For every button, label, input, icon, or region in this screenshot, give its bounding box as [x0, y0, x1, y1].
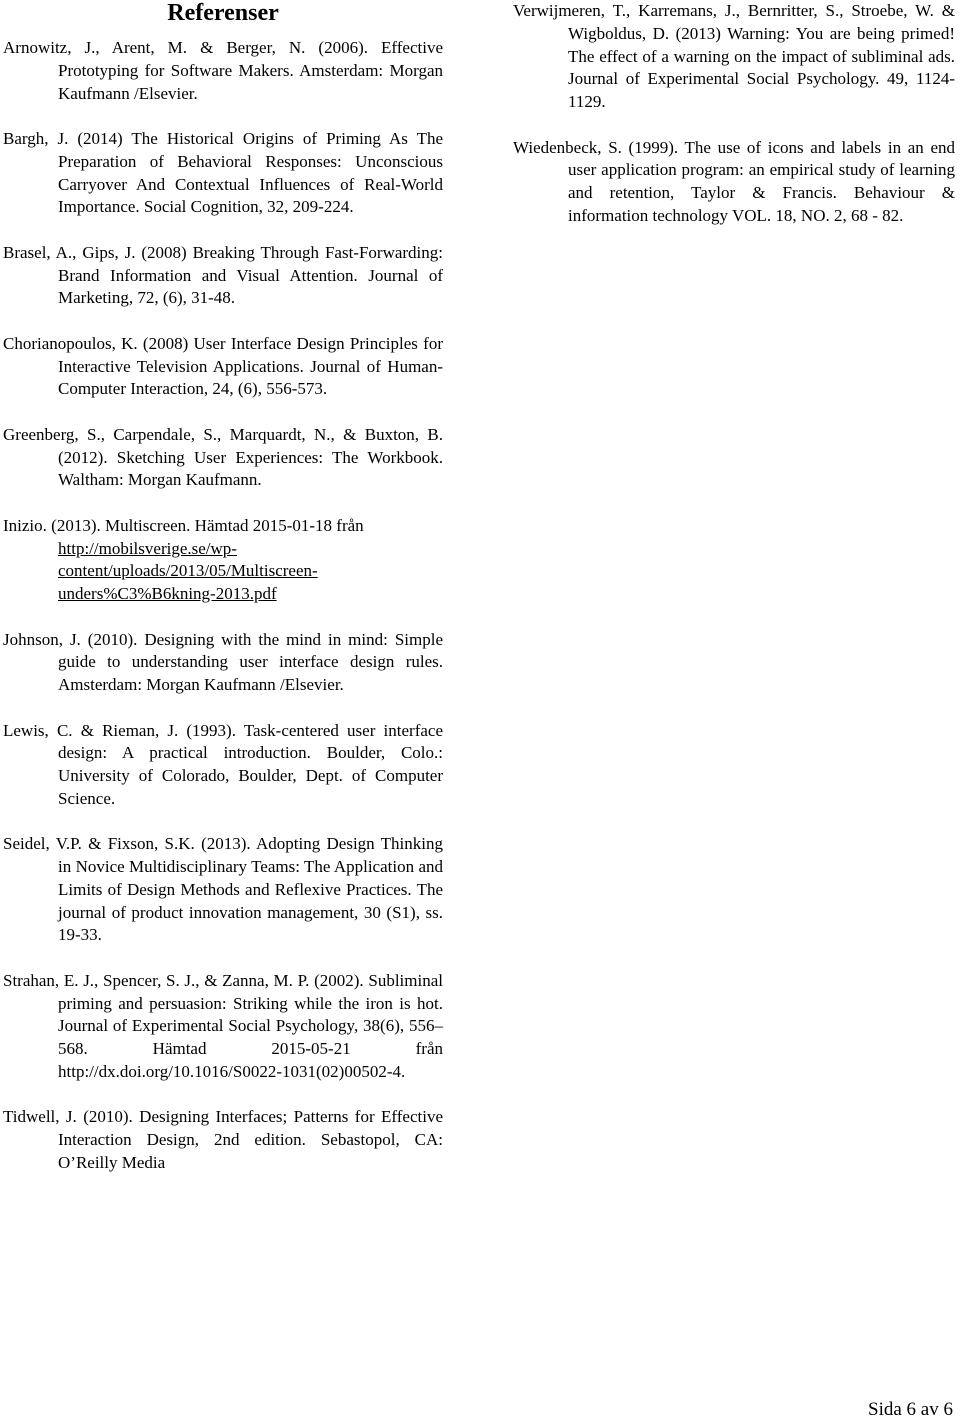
reference-item: Strahan, E. J., Spencer, S. J., & Zanna, M. P. (2002). Subliminal priming and persuasion: Striking while the iron is hot. Journal of Experimental Social Psychology, 38(6), 556–568. Hämtad 2015-05-21 från http://dx.doi.org/10.1016/S0022-1031(02)00502-4.: [3, 970, 443, 1081]
reference-item: Brasel, A., Gips, J. (2008) Breaking Through Fast-Forwarding: Brand Information and Visual Attention. Journal of Marketing, 72, (6), 31-48.: [3, 242, 443, 308]
reference-item: Lewis, C. & Rieman, J. (1993). Task-centered user interface design: A practical introduction. Boulder, Colo.: University of Colorado, Boulder, Dept. of Computer Science.: [3, 720, 443, 808]
reference-item: Bargh, J. (2014) The Historical Origins of Priming As The Preparation of Behavioral Responses: Unconscious Carryover And Contextual Influences of Real-World Importance. Social Cognition, 32, 209-224.: [3, 129, 443, 217]
reference-item-inizio: [3, 515, 443, 606]
reference-list-left: [3, 37, 443, 1197]
reference-item: Verwijmeren, T., Karremans, J., Bernritter, S., Stroebe, W. & Wigboldus, D. (2013) Warning: You are being primed! The effect of a warning on the impact of subliminal ads. Journal of Experimental Social Psychology. 49, 1124-1129.: [513, 1, 955, 111]
page-number: Sida 6 av 6: [868, 1399, 953, 1420]
reference-item: Tidwell, J. (2010). Designing Interfaces; Patterns for Effective Interaction Design, 2nd edition. Sebastopol, CA: O’Reilly Media: [3, 1107, 443, 1172]
reference-text: Inizio. (2013). Multiscreen. Hämtad 2015-01-18 från: [3, 515, 364, 535]
reference-item: Johnson, J. (2010). Designing with the mind in mind: Simple guide to understanding user interface design rules. Amsterdam: Morgan Kaufmann /Elsevier.: [3, 629, 443, 694]
reference-item: Chorianopoulos, K. (2008) User Interface Design Principles for Interactive Television Applications. Journal of Human-Computer Interaction, 24, (6), 556-573.: [3, 333, 443, 399]
reference-item: Seidel, V.P. & Fixson, S.K. (2013). Adopting Design Thinking in Novice Multidisciplinary Teams: The Application and Limits of Design Methods and Reflexive Practices. The journal of product innovation management, 30 (S1), ss. 19-33.: [3, 834, 443, 945]
page-title: Referenser: [167, 0, 279, 26]
reference-item: Greenberg, S., Carpendale, S., Marquardt, N., & Buxton, B. (2012). Sketching User Experiences: The Workbook. Waltham: Morgan Kaufmann.: [3, 424, 443, 490]
reference-list-right: [513, 0, 955, 250]
reference-item: Wiedenbeck, S. (1999). The use of icons and labels in an end user application program: an empirical study of learning and retention, Taylor & Francis. Behaviour & information technology VOL. 18, NO. 2, 68 - 82.: [513, 137, 955, 225]
reference-item: Arnowitz, J., Arent, M. & Berger, N. (2006). Effective Prototyping for Software Makers. Amsterdam: Morgan Kaufmann /Elsevier.: [3, 38, 443, 103]
reference-link[interactable]: http://mobilsverige.se/wp- content/uploads/2013/05/Multiscreen- unders%C3%B6kning-2013.pdf: [58, 538, 318, 603]
